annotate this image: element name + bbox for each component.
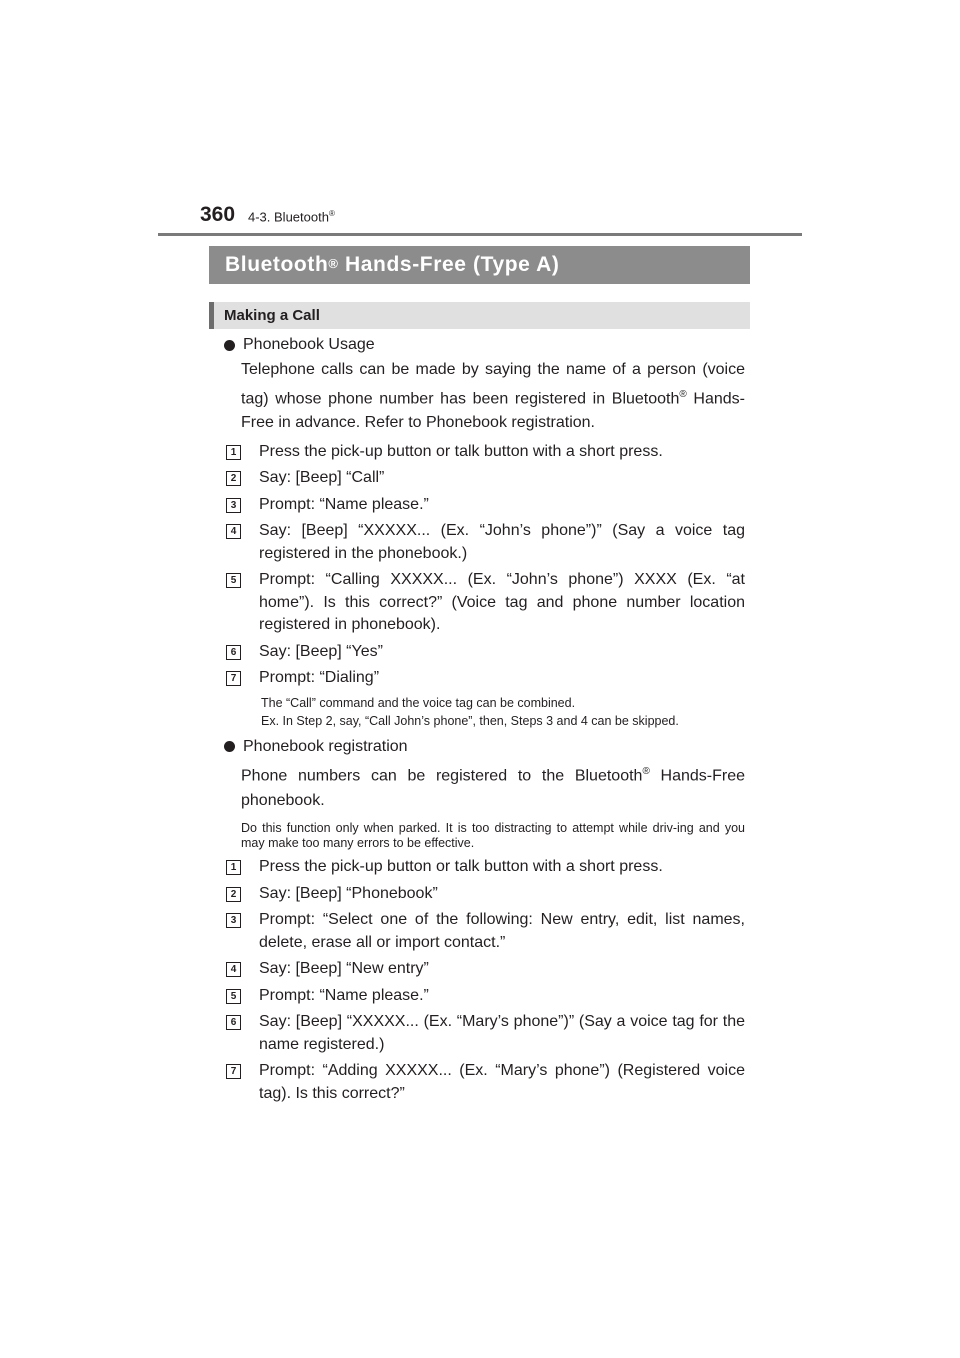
step-number: 7 [226,671,241,686]
step-number: 1 [226,860,241,875]
step-item [226,641,745,664]
step-item [226,467,745,490]
step-text: Prompt: “Name please.” [259,495,429,513]
page-header [200,203,800,233]
step-note: The “Call” command and the voice tag can be combined. [261,695,576,710]
step-text: Say: [Beep] “XXXXX... (Ex. “John’s phone”)” (Say a voice tag registered in the phonebook.) [259,522,745,562]
intro-text-rest: Hands-Free phonebook. [241,767,745,809]
bullet-heading-text: Phonebook Usage [243,336,375,353]
step-number: 5 [226,989,241,1004]
intro-text-rest: Hands-Free in advance. Refer to Phonebook registration. [241,389,745,432]
step-item [226,1060,745,1105]
registered-mark: ® [642,765,650,777]
phonebook-usage-steps [226,441,745,690]
section-reference-text: 4-3. Bluetooth [248,209,329,225]
step-text: Say: [Beep] “Call” [259,469,385,487]
caution-note: Do this function only when parked. It is too distracting to attempt while driv-ing and you may make too many errors to be effective. [241,821,745,851]
step-text: Press the pick-up button or talk button with a short press. [259,442,663,460]
section-reference [248,209,335,224]
step-item [226,569,745,637]
step-number: 6 [226,1015,241,1030]
intro-text: Telephone calls can be made by saying the name of a person (voice tag) whose phone number has been registered in Bluetooth [241,361,745,407]
step-text: Prompt: “Dialing” [259,669,380,687]
step-number: 2 [226,471,241,486]
bullet-icon [224,741,235,752]
step-text: Say: [Beep] “Yes” [259,642,383,660]
step-text: Say: [Beep] “Phonebook” [259,884,438,902]
registered-mark: ® [328,209,335,218]
bullet-heading-text: Phonebook registration [243,737,408,755]
step-text: Say: [Beep] “New entry” [259,960,429,978]
step-item [226,441,745,464]
subsection-heading: Making a Call [209,302,750,329]
intro-text: Phone numbers can be registered to the Bluetooth [241,767,643,785]
registered-mark: ® [328,255,339,271]
phonebook-registration-steps [226,856,745,1105]
bullet-heading-phonebook-registration [215,735,745,759]
step-number: 7 [226,1064,241,1079]
bullet-icon [224,340,235,351]
step-item [226,883,745,906]
step-note: Ex. In Step 2, say, “Call John’s phone”, then, Steps 3 and 4 can be skipped. [261,713,679,728]
step-number: 3 [226,913,241,928]
step-number: 1 [226,445,241,460]
step-text: Prompt: “Adding XXXXX... (Ex. “Mary’s phone”) (Registered voice tag). Is this correct?” [259,1062,745,1102]
phonebook-registration-intro [241,760,745,813]
page-title-text-rest: Hands-Free (Type A) [338,253,560,276]
step-item [226,856,745,879]
step-item [226,494,745,517]
step-item [226,520,745,565]
step-text: Prompt: “Calling XXXXX... (Ex. “John’s phone”) XXXX (Ex. “at home”). Is this correct?” (Voice tag and phone number location registered in phonebook). [259,571,745,634]
step-text: Prompt: “Name please.” [259,986,429,1004]
phonebook-usage-intro [241,358,745,436]
bullet-heading-phonebook-usage [215,333,745,357]
step-number: 5 [226,573,241,588]
page-title-text: Bluetooth [225,253,329,276]
registered-mark: ® [679,388,687,400]
step-number: 4 [226,524,241,539]
step-number: 2 [226,887,241,902]
step-number: 6 [226,645,241,660]
step-text: Prompt: “Select one of the following: New entry, edit, list names, delete, erase all or import contact.” [259,911,745,951]
step-item [226,985,745,1008]
step-number: 4 [226,962,241,977]
page-title [209,246,750,284]
step-item [226,667,745,690]
step-item [226,958,745,981]
main-content [215,333,745,1109]
step-text: Say: [Beep] “XXXXX... (Ex. “Mary’s phone”)” (Say a voice tag for the name registered.) [259,1013,745,1053]
step-text: Press the pick-up button or talk button with a short press. [259,858,663,876]
header-rule [158,233,802,236]
step-number: 3 [226,498,241,513]
step-item [226,1011,745,1056]
page-number: 360 [200,203,236,226]
step-item [226,909,745,954]
